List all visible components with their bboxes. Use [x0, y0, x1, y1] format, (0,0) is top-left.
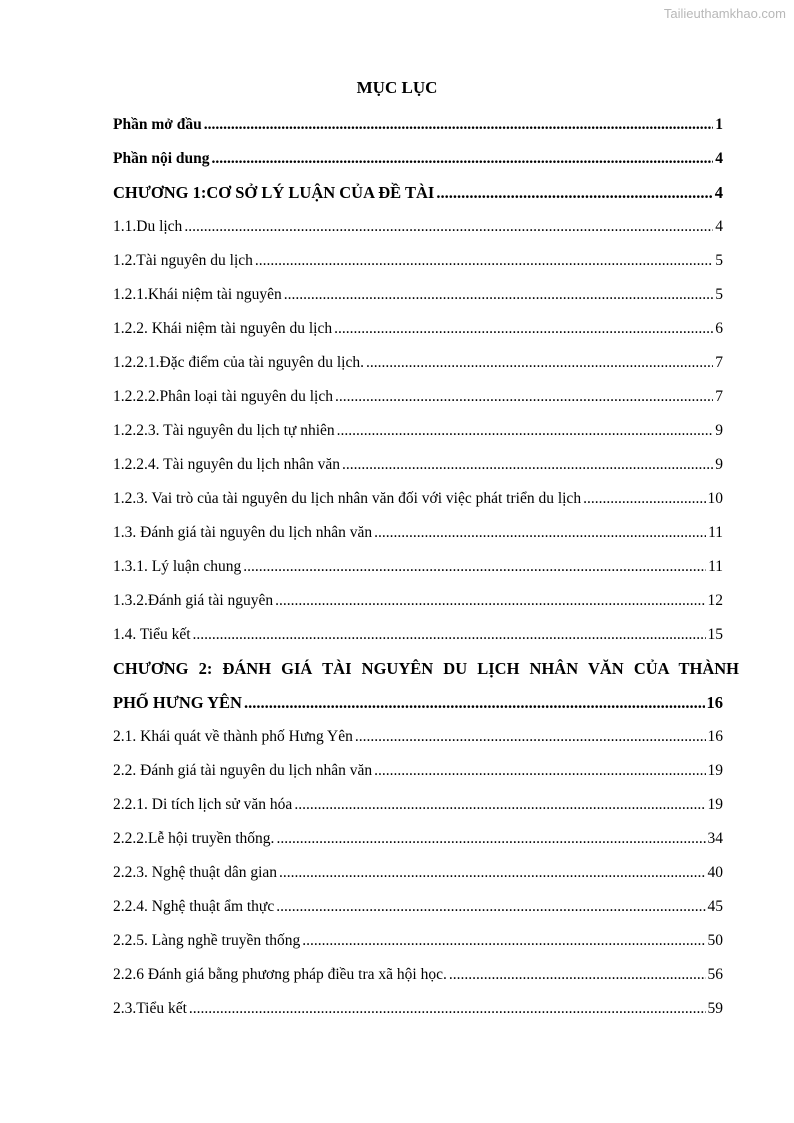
toc-page-number: 4: [715, 150, 723, 167]
toc-entry[interactable]: [113, 584, 723, 618]
toc-page-number: 40: [707, 864, 723, 881]
toc-entry-text: 1.2.2.2.Phân loại tài nguyên du lịch: [113, 388, 333, 405]
toc-entry[interactable]: [113, 210, 723, 244]
toc-page-number: 7: [715, 354, 723, 371]
toc-page-number: 6: [715, 320, 723, 337]
toc-page-number: 45: [707, 898, 723, 915]
dot-leader: [366, 346, 713, 380]
toc-entry[interactable]: [113, 958, 723, 992]
toc-page-number: 4: [715, 218, 723, 235]
toc-entry-chuong-1[interactable]: [113, 176, 723, 210]
toc-entry[interactable]: [113, 856, 723, 890]
toc-page-number: 50: [707, 932, 723, 949]
toc-page-number: 19: [707, 796, 723, 813]
toc-entry-text: 1.2.2.1.Đặc điểm của tài nguyên du lịch.: [113, 354, 364, 371]
toc-entry-text: 2.2. Đánh giá tài nguyên du lịch nhân văn: [113, 762, 373, 779]
toc-entry-text: 1.3. Đánh giá tài nguyên du lịch nhân văn: [113, 524, 373, 541]
toc-entry[interactable]: [113, 380, 723, 414]
toc-entry[interactable]: [113, 482, 723, 516]
dot-leader: [583, 482, 705, 516]
toc-entry-text: 2.3.Tiểu kết: [113, 1000, 187, 1017]
toc-entry[interactable]: [113, 550, 723, 584]
toc-entry-text: 1.3.1. Lý luận chung: [113, 558, 242, 575]
toc-page-number: 56: [707, 966, 723, 983]
toc-entry[interactable]: [113, 244, 723, 278]
toc-page-number: 5: [715, 286, 723, 303]
dot-leader: [374, 754, 705, 788]
dot-leader: [244, 686, 705, 720]
toc-page-number: 10: [707, 490, 723, 507]
toc-entry[interactable]: [113, 754, 723, 788]
dot-leader: [276, 890, 705, 924]
dot-leader: [204, 108, 714, 142]
dot-leader: [449, 958, 706, 992]
toc-entry-text: 1.3.2.Đánh giá tài nguyên: [113, 592, 274, 609]
toc-entry[interactable]: [113, 618, 723, 652]
toc-entry-text: 2.2.3. Nghệ thuật dân gian: [113, 864, 278, 881]
toc-page-number: 16: [706, 693, 723, 712]
toc-page-number: 34: [707, 830, 723, 847]
toc-entry[interactable]: [113, 822, 723, 856]
toc-entry[interactable]: [113, 346, 723, 380]
toc-entry-text: PHỐ HƯNG YÊN: [113, 693, 242, 712]
dot-leader: [276, 822, 705, 856]
toc-entry-text: 2.2.2.Lễ hội truyền thống.: [113, 830, 275, 847]
toc-entry[interactable]: [113, 516, 723, 550]
toc-entry-text: 1.2.2.4. Tài nguyên du lịch nhân văn: [113, 456, 341, 473]
toc-entry-text: Phần nội dung: [113, 150, 210, 167]
toc-page-number: 19: [707, 762, 723, 779]
table-of-contents: [113, 108, 739, 1026]
toc-entry-text: 2.1. Khái quát về thành phố Hưng Yên: [113, 728, 353, 745]
toc-entry[interactable]: [113, 890, 723, 924]
dot-leader: [212, 142, 714, 176]
dot-leader: [355, 720, 706, 754]
toc-page-number: 5: [715, 252, 723, 269]
toc-entry-text: Phần mở đầu: [113, 116, 202, 133]
watermark: Tailieuthamkhao.com: [663, 6, 786, 21]
toc-page-number: 7: [715, 388, 723, 405]
toc-entry-heading-line: CHƯƠNG 2: ĐÁNH GIÁ TÀI NGUYÊN DU LỊCH NHÂN VĂN CỦA THÀNH: [113, 659, 739, 678]
toc-entry[interactable]: [113, 720, 723, 754]
toc-page-number: 16: [707, 728, 723, 745]
toc-page-number: 11: [708, 524, 723, 541]
toc-entry[interactable]: [113, 448, 723, 482]
toc-entry-text: 1.1.Du lịch: [113, 218, 183, 235]
dot-leader: [334, 312, 713, 346]
dot-leader: [436, 176, 712, 210]
toc-page-number: 11: [708, 558, 723, 575]
toc-entry-chuong-2[interactable]: [113, 652, 739, 720]
toc-entry-text: 1.2.2.3. Tài nguyên du lịch tự nhiên: [113, 422, 335, 439]
toc-entry[interactable]: [113, 788, 723, 822]
dot-leader: [342, 448, 713, 482]
toc-entry-text: CHƯƠNG 1:CƠ SỞ LÝ LUẬN CỦA ĐỀ TÀI: [113, 183, 435, 202]
toc-entry-text: 2.2.4. Nghệ thuật ẩm thực: [113, 898, 275, 915]
toc-page-number: 12: [707, 592, 723, 609]
toc-entry-text: 1.2.2. Khái niệm tài nguyên du lịch: [113, 320, 333, 337]
toc-page-number: 4: [714, 183, 723, 202]
toc-entry-text: 2.2.1. Di tích lịch sử văn hóa: [113, 796, 293, 813]
toc-entry[interactable]: [113, 278, 723, 312]
dot-leader: [243, 550, 706, 584]
dot-leader: [337, 414, 714, 448]
toc-entry-text: 2.2.6 Đánh giá bằng phương pháp điều tra xã hội học.: [113, 966, 447, 983]
dot-leader: [279, 856, 705, 890]
toc-entry[interactable]: [113, 924, 723, 958]
dot-leader: [184, 210, 713, 244]
dot-leader: [189, 992, 706, 1026]
toc-page-number: 9: [715, 422, 723, 439]
page-title: MỤC LỤC: [356, 78, 438, 97]
toc-entry-phan-noi-dung[interactable]: [113, 142, 723, 176]
toc-entry-text: 1.2.3. Vai trò của tài nguyên du lịch nhân văn đối với việc phát triển du lịch: [113, 490, 582, 507]
toc-entry-text: 1.4. Tiểu kết: [113, 626, 191, 643]
dot-leader: [284, 278, 714, 312]
toc-page-number: 15: [707, 626, 723, 643]
toc-entry-text: 1.2.1.Khái niệm tài nguyên: [113, 286, 282, 303]
toc-page-number: 9: [715, 456, 723, 473]
toc-entry-text: 1.2.Tài nguyên du lịch: [113, 252, 253, 269]
dot-leader: [335, 380, 713, 414]
dot-leader: [294, 788, 705, 822]
dot-leader: [302, 924, 705, 958]
toc-entry[interactable]: [113, 312, 723, 346]
dot-leader: [255, 244, 713, 278]
dot-leader: [193, 618, 706, 652]
dot-leader: [374, 516, 706, 550]
toc-page-number: 1: [715, 116, 723, 133]
dot-leader: [275, 584, 705, 618]
toc-entry[interactable]: [113, 992, 723, 1026]
toc-page-number: 59: [707, 1000, 723, 1017]
toc-entry-phan-mo-dau[interactable]: [113, 108, 723, 142]
toc-entry[interactable]: [113, 414, 723, 448]
toc-entry-text: 2.2.5. Làng nghề truyền thống: [113, 932, 301, 949]
